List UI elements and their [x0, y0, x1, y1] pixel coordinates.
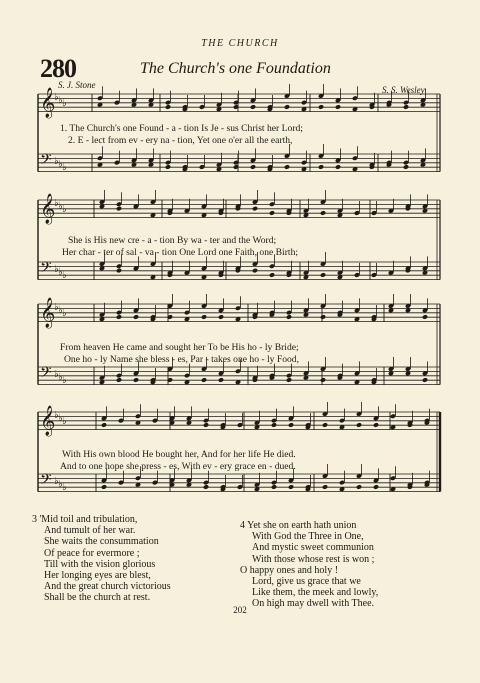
stanza-4-line: Lord, give us grace that we: [252, 576, 361, 588]
hymn-number: 280: [40, 54, 76, 83]
note-head: [335, 104, 341, 110]
note-head: [201, 377, 207, 383]
stanza-4-line: 4 Yet she on earth hath union: [240, 520, 357, 531]
note-head: [165, 104, 171, 110]
flat-icon: ♭: [54, 156, 59, 167]
note-head: [252, 268, 258, 274]
stanza-4-line: And mystic sweet communion: [252, 542, 374, 554]
lyric-verse1-line2: She is His new cre - a - tion By wa - ter and the Word;: [68, 235, 277, 246]
stanza-4-line: With God the Three in One,: [252, 531, 364, 543]
note-head: [356, 422, 362, 428]
note-head: [422, 314, 428, 320]
flat-icon: ♭: [54, 476, 59, 487]
note-head: [322, 484, 328, 490]
note-head: [320, 377, 326, 383]
flat-icon: ♭: [58, 267, 63, 278]
note-head: [116, 268, 122, 274]
bass-clef-icon: 𝄢: [40, 259, 52, 280]
flat-icon: ♭: [54, 198, 59, 209]
treble-clef-icon: 𝄞: [40, 406, 56, 436]
note-head: [286, 377, 292, 383]
note-head: [288, 422, 294, 428]
stanza-4-line: On high may dwell with Thee.: [252, 598, 375, 610]
stanza-3-line: Shall be the church at rest.: [44, 592, 151, 604]
note-head: [284, 164, 290, 170]
stanza-3-line: Of peace for evermore ;: [44, 547, 140, 559]
note-head: [252, 206, 258, 212]
running-head: THE CHURCH: [201, 38, 279, 49]
lyric-verse1-line3: From heaven He came and sought her To be His ho - ly Bride;: [60, 342, 299, 353]
note-head: [284, 104, 290, 110]
flat-icon: ♭: [58, 95, 63, 106]
flat-icon: ♭: [58, 305, 63, 316]
note-head: [356, 484, 362, 490]
flat-icon: ♭: [62, 270, 67, 281]
note-head: [101, 422, 107, 428]
note-head: [203, 484, 209, 490]
lyric-verse1-line4: With His own blood He bought her, And for her life He died.: [62, 449, 296, 460]
stanza-4: [240, 520, 378, 610]
note-head: [269, 210, 275, 216]
note-head: [288, 484, 294, 490]
flat-icon: ♭: [62, 482, 67, 493]
note-head: [322, 422, 328, 428]
author-credit: S. J. Stone: [58, 80, 96, 90]
treble-clef-icon: 𝄞: [40, 194, 56, 224]
note-head: [203, 422, 209, 428]
note-head: [165, 164, 171, 170]
note-head: [320, 210, 326, 216]
hymn-title: The Church's one Foundation: [140, 60, 331, 77]
flat-icon: ♭: [62, 375, 67, 386]
flat-icon: ♭: [58, 372, 63, 383]
note-head: [320, 314, 326, 320]
note-head: [318, 164, 324, 170]
stanza-3-line: And tumult of her war.: [44, 525, 136, 537]
lyric-verse1-line1: 1. The Church's one Found - a - tion Is Je - sus Christ her Lord;: [60, 123, 303, 134]
stanza-3-line: 3 'Mid toil and tribulation,: [32, 514, 138, 525]
note-head: [116, 206, 122, 212]
flat-icon: ♭: [58, 479, 63, 490]
note-head: [403, 104, 409, 110]
note-head: [422, 377, 428, 383]
note-head: [335, 164, 341, 170]
note-head: [286, 314, 292, 320]
flat-icon: ♭: [54, 410, 59, 421]
note-head: [133, 314, 139, 320]
stanza-3: [32, 514, 171, 604]
note-head: [116, 314, 122, 320]
flat-icon: ♭: [62, 98, 67, 109]
bass-clef-icon: 𝄢: [40, 364, 52, 385]
note-head: [133, 377, 139, 383]
note-head: [320, 272, 326, 278]
flat-icon: ♭: [54, 369, 59, 380]
treble-clef-icon: 𝄞: [40, 298, 56, 328]
lyric-verse2-line4: And to one hope she press - es, With ev - ery grace en - dued.: [60, 461, 296, 472]
note-head: [218, 314, 224, 320]
flat-icon: ♭: [54, 264, 59, 275]
note-head: [271, 484, 277, 490]
note-head: [269, 272, 275, 278]
composer-credit: S. S. Wesley: [382, 85, 425, 95]
page-number: 202: [233, 605, 247, 615]
lyric-verse2-line3: One ho - ly Name she bless - es, Par - takes one ho - ly Food,: [64, 354, 300, 365]
bass-clef-icon: 𝄢: [40, 471, 52, 492]
bass-clef-icon: 𝄢: [40, 151, 52, 172]
stanza-3-line: She waits the consummation: [44, 536, 159, 548]
flat-icon: ♭: [62, 416, 67, 427]
note-head: [218, 377, 224, 383]
flat-icon: ♭: [62, 204, 67, 215]
flat-icon: ♭: [54, 302, 59, 313]
note-head: [250, 164, 256, 170]
flat-icon: ♭: [62, 308, 67, 319]
note-head: [116, 377, 122, 383]
stanza-4-line: Like them, the meek and lowly,: [252, 587, 379, 599]
treble-clef-icon: 𝄞: [40, 88, 56, 118]
lyric-verse2-line2: Her char - ter of sal - va - tion One Lord one Faith, one Birth;: [62, 247, 299, 258]
flat-icon: ♭: [58, 159, 63, 170]
stanza-4-line: With those whose rest is won ;: [252, 553, 375, 565]
flat-icon: ♭: [58, 201, 63, 212]
note-head: [373, 422, 379, 428]
flat-icon: ♭: [54, 92, 59, 103]
note-head: [318, 104, 324, 110]
note-head: [201, 314, 207, 320]
stanza-4-line: O happy ones and holy !: [240, 564, 339, 576]
note-head: [101, 484, 107, 490]
stanza-3-line: Her longing eyes are blest,: [44, 570, 151, 582]
flat-icon: ♭: [58, 413, 63, 424]
note-head: [250, 104, 256, 110]
note-head: [373, 484, 379, 490]
note-head: [403, 164, 409, 170]
lyric-verse2-line1: 2. E - lect from ev - ery na - tion, Yet one o'er all the earth,: [68, 135, 293, 146]
note-head: [271, 422, 277, 428]
stanza-3-line: And the great church victorious: [44, 581, 171, 593]
stanza-3-line: Till with the vision glorious: [44, 558, 156, 570]
flat-icon: ♭: [62, 162, 67, 173]
